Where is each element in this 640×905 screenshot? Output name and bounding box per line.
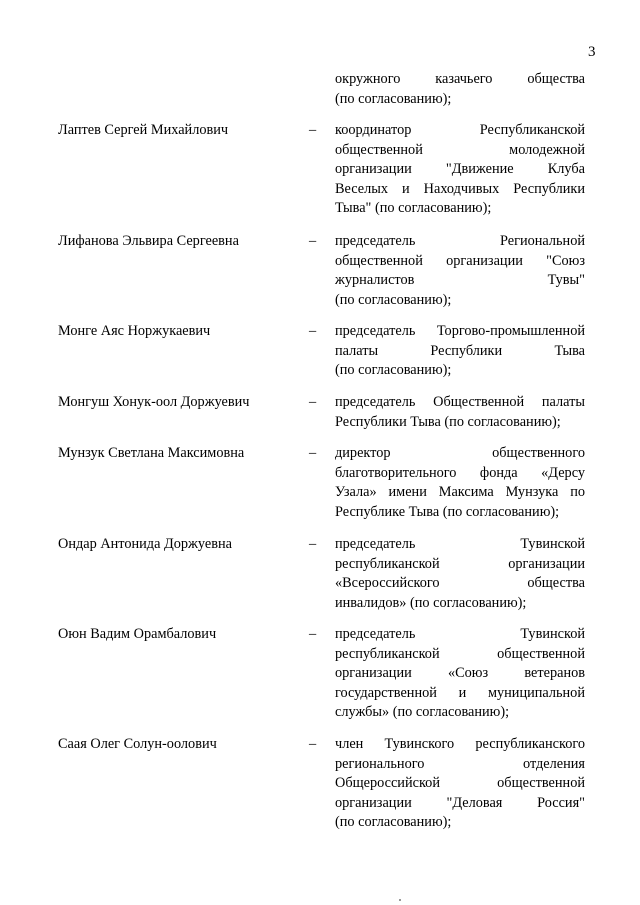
member-description: [335, 232, 585, 310]
dash-separator: –: [309, 233, 317, 249]
description-line: (по согласованию);: [335, 362, 452, 379]
member-name: Лаптев Сергей Михайлович: [58, 122, 229, 138]
description-line: «Всероссийского общества: [335, 575, 585, 592]
description-line: организации "Деловая Россия": [335, 794, 585, 811]
description-line: председатель Общественной палаты: [335, 394, 585, 410]
description-line: председатель Тувинской: [335, 626, 585, 642]
description-line: Республике Тыва (по согласованию);: [335, 503, 560, 520]
member-description: [335, 393, 585, 432]
dash-separator: –: [309, 445, 317, 461]
dash-separator: –: [309, 536, 317, 552]
dash-separator: –: [309, 394, 317, 410]
dash-separator: –: [309, 736, 317, 752]
description-line: журналистов Тувы": [335, 272, 585, 289]
description-line: председатель Тувинской: [335, 536, 585, 552]
description-line: Общероссийской общественной: [335, 775, 585, 792]
description-line: палаты Республики Тыва: [335, 342, 585, 359]
description-line: член Тувинского республиканского: [335, 736, 585, 752]
description-line: государственной и муниципальной: [335, 684, 585, 701]
description-line: благотворительного фонда «Дерсу: [335, 464, 585, 481]
description-line: организации «Союз ветеранов: [335, 665, 585, 682]
member-description: [335, 535, 585, 613]
description-line: (по согласованию);: [335, 814, 452, 831]
dash-separator: –: [309, 122, 317, 138]
description-line: республиканской организации: [335, 555, 585, 572]
member-name: Лифанова Эльвира Сергеевна: [58, 233, 239, 249]
page-number: 3: [588, 44, 596, 60]
description-line: директор общественного: [335, 445, 585, 461]
scan-artifact-dot: [399, 899, 401, 901]
member-description: [335, 735, 585, 833]
member-description: [335, 121, 585, 219]
member-description: [335, 444, 585, 522]
description-line: окружного казачьего общества: [335, 71, 585, 87]
description-line: республиканской общественной: [335, 645, 585, 662]
description-line: координатор Республиканской: [335, 122, 585, 138]
description-line: службы» (по согласованию);: [335, 704, 510, 721]
member-name: Ондар Антонида Доржуевна: [58, 536, 232, 552]
continuation-description: [335, 70, 585, 109]
description-line: регионального отделения: [335, 755, 585, 772]
description-line: инвалидов» (по согласованию);: [335, 594, 527, 611]
member-name: Монге Аяс Норжукаевич: [58, 323, 211, 339]
description-line: председатель Торгово-промышленной: [335, 323, 585, 339]
description-line: общественной организации "Союз: [335, 252, 585, 269]
member-description: [335, 322, 585, 381]
description-line: Веселых и Находчивых Республики: [335, 180, 585, 197]
description-line: общественной молодежной: [335, 141, 585, 158]
dash-separator: –: [309, 323, 317, 339]
description-line: Узала» имени Максима Мунзука по: [335, 484, 585, 501]
member-name: Саая Олег Солун-оолович: [58, 736, 217, 752]
description-line: Тыва" (по согласованию);: [335, 200, 492, 217]
description-line: организации "Движение Клуба: [335, 161, 585, 178]
description-line: председатель Региональной: [335, 233, 585, 249]
description-line: (по согласованию);: [335, 90, 452, 107]
member-name: Оюн Вадим Орамбалович: [58, 626, 217, 642]
dash-separator: –: [309, 626, 317, 642]
member-description: [335, 625, 585, 723]
description-line: Республики Тыва (по согласованию);: [335, 413, 561, 430]
description-line: (по согласованию);: [335, 291, 452, 308]
member-name: Монгуш Хонук-оол Доржуевич: [58, 394, 250, 410]
member-name: Мунзук Светлана Максимовна: [58, 445, 245, 461]
